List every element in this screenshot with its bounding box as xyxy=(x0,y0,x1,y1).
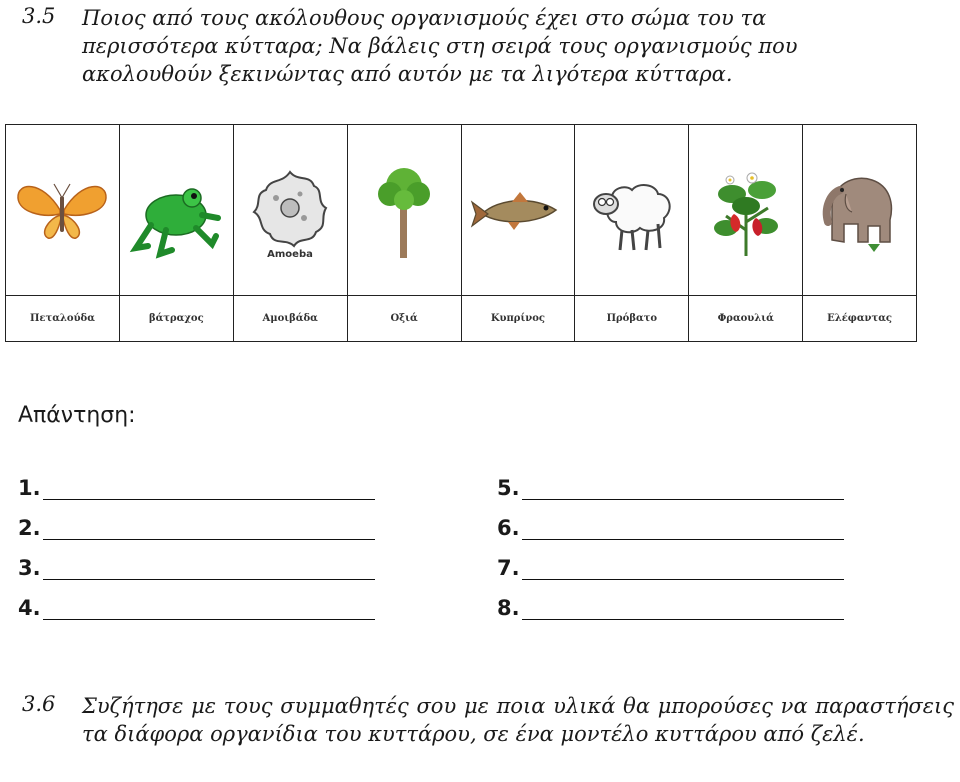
answer-item xyxy=(18,516,375,540)
butterfly-icon xyxy=(12,160,112,260)
amoeba-image-caption: Amoeba xyxy=(267,249,314,260)
answer-blank-line[interactable] xyxy=(522,601,844,620)
answer-blank-line[interactable] xyxy=(522,521,844,540)
answer-item xyxy=(18,476,375,500)
answer-number: 3. xyxy=(18,556,41,580)
question-3-5-text: Ποιος από τους ακόλουθους οργανισμούς έχει στο σώμα του τα περισσότερα κύτταρα; Να βάλεις στη σειρά τους οργανισμούς που ακολουθούν ξεκινώντας από αυτόν με τα λιγότερα κύτταρα. xyxy=(82,6,798,86)
answer-number: 7. xyxy=(497,556,520,580)
organism-image-cell xyxy=(461,125,575,296)
question-3-5-number: 3.5 xyxy=(22,4,56,28)
answer-item xyxy=(497,516,844,540)
organism-image-cell xyxy=(689,125,803,296)
organism-image-cell xyxy=(347,125,461,296)
fish-icon xyxy=(468,160,568,260)
sheep-icon xyxy=(582,160,682,260)
question-3-6-text: Συζήτησε με τους συμμαθητές σου με ποια υλικά θα μπορούσες να παραστήσεις τα διάφορα οργανίδια του κυττάρου, σε ένα μοντέλο κυττάρου από ζελέ. xyxy=(82,694,954,746)
organism-image-cell xyxy=(6,125,120,296)
organism-label: Φραουλιά xyxy=(689,296,803,342)
organism-label: Αμοιβάδα xyxy=(233,296,347,342)
answer-item xyxy=(497,556,844,580)
elephant-icon xyxy=(810,160,910,260)
tree-icon xyxy=(354,160,454,260)
answer-number: 2. xyxy=(18,516,41,540)
organism-label: Πεταλούδα xyxy=(6,296,120,342)
answer-number: 8. xyxy=(497,596,520,620)
answer-item xyxy=(497,596,844,620)
organism-image-cell xyxy=(233,125,347,296)
question-3-6-number: 3.6 xyxy=(22,692,56,716)
organism-label: Κυπρίνος xyxy=(461,296,575,342)
answer-item xyxy=(18,556,375,580)
answer-blank-line[interactable] xyxy=(522,561,844,580)
amoeba-icon xyxy=(240,160,340,260)
answer-blank-line[interactable] xyxy=(43,561,375,580)
answer-blank-line[interactable] xyxy=(522,481,844,500)
answer-item xyxy=(18,596,375,620)
organism-table xyxy=(5,124,917,342)
frog-icon xyxy=(126,160,226,260)
organism-image-cell xyxy=(575,125,689,296)
answer-number: 6. xyxy=(497,516,520,540)
organism-image-cell xyxy=(119,125,233,296)
answer-title: Απάντηση: xyxy=(18,403,136,428)
answer-number: 1. xyxy=(18,476,41,500)
organism-label: Ελέφαντας xyxy=(803,296,917,342)
strawberry-plant-icon xyxy=(696,160,796,260)
organism-label: Πρόβατο xyxy=(575,296,689,342)
organism-label: βάτραχος xyxy=(119,296,233,342)
organism-label: Οξιά xyxy=(347,296,461,342)
answer-item xyxy=(497,476,844,500)
organism-image-cell xyxy=(803,125,917,296)
answer-number: 4. xyxy=(18,596,41,620)
answer-blank-line[interactable] xyxy=(43,521,375,540)
answer-number: 5. xyxy=(497,476,520,500)
answer-blank-line[interactable] xyxy=(43,601,375,620)
answer-blank-line[interactable] xyxy=(43,481,375,500)
